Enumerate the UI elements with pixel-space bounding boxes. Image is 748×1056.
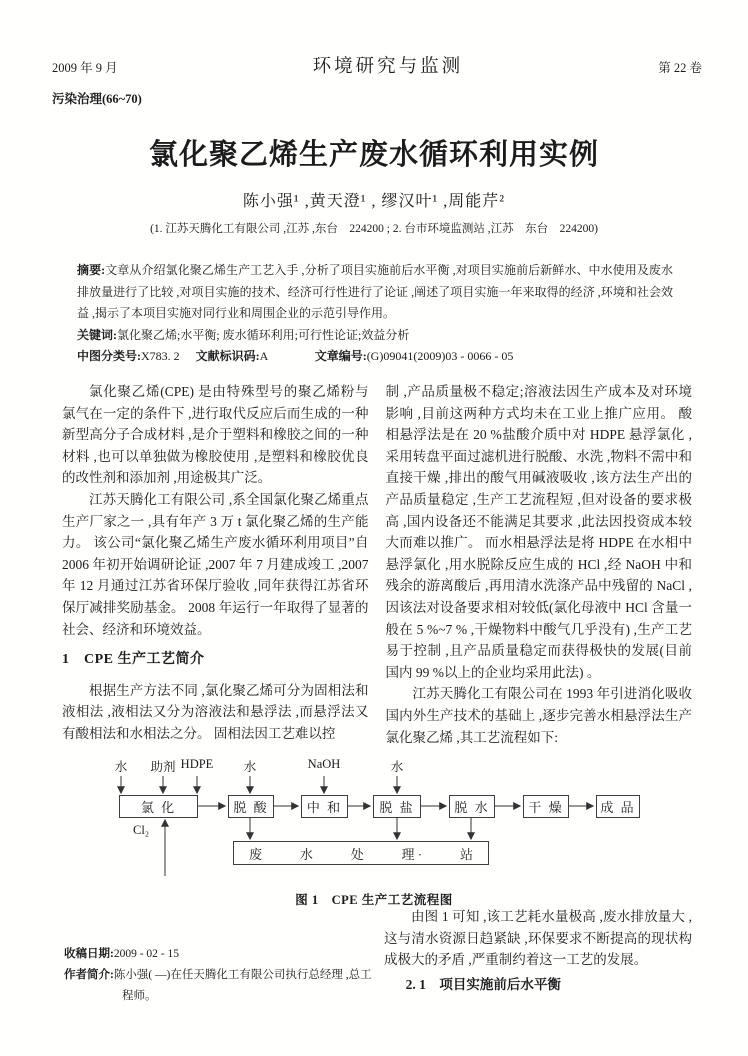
abstract-text: 文章从介绍氯化聚乙烯生产工艺入手 ,分析了项目实施前后水平衡 ,对项目实施前后新鲜水、中水使用及废水排放量进行了比较 ,对项目实施的技术、经济可行性进行了论证 ,阐述了项目实施一年来取得的经济 ,环境和社会效益 ,揭示了本项目实施对同行业和周围企业的示范引导作用。 bbox=[77, 263, 673, 320]
paragraph: 根据生产方法不同 ,氯化聚乙烯可分为固相法和液相法 ,液相法又分为溶液法和悬浮法 ,而悬浮法又有酸相法和水相法之分。 固相法因工艺难以控 bbox=[62, 682, 369, 741]
flow-node-desalination: 脱 盐 bbox=[373, 795, 421, 818]
author-bio-line bbox=[64, 965, 380, 1007]
article-title: 氯化聚乙烯生产废水循环利用实例 bbox=[148, 139, 599, 171]
flow-arrows bbox=[0, 752, 748, 892]
clc-number: X783. 2 bbox=[141, 349, 180, 363]
input-label-water-2: 水 bbox=[243, 760, 257, 774]
flow-node-wastewater-station bbox=[233, 841, 489, 865]
paragraph: 制 ,产品质量极不稳定;溶液法因生产成本及对环境影响 ,目前这两种方式均未在工业上推广应用。 酸相悬浮法是在 20 %盐酸介质中对 HDPE 悬浮氯化 ,采用转盘平面过滤机进行脱酸、水洗 ,物料不需中和直接干燥 ,排出的酸气用碱液吸收 ,该方法生产出的产品质量稳定 ,生产工艺流程短 ,但对设备的要求极高 ,国内设备还不能满足其要求 ,此法因投资成本较大而难以推广。 而水相悬浮法是将 HDPE 在水相中悬浮氯化 ,用水脱除反应生成的 HCl ,经 NaOH 中和残余的游离酸后 ,再用清水洗涤产品中残留的 NaCl ,因该法对设备要求相对较低(氯化母液中 HCl 含量一般在 5 %~7 % ,干燥物料中酸气几乎没有) ,生产工艺易于控制 ,且产品质量稳定而获得极快的发展(目前国内 99 %以上的企业均采用此法) 。 bbox=[385, 384, 692, 680]
flow-node-deacidification: 脱 酸 bbox=[228, 795, 274, 818]
flow-node-chlorination: 氯 化 bbox=[119, 795, 198, 818]
wastewater-char: 废 bbox=[249, 846, 263, 862]
received-date: 2009 - 02 - 15 bbox=[113, 948, 180, 960]
column-category: 污染治理(66~70) bbox=[52, 92, 142, 106]
section-heading-1: 1 CPE 生产工艺简介 bbox=[62, 652, 205, 668]
wastewater-char: 处 bbox=[350, 846, 364, 862]
keywords-line bbox=[77, 325, 673, 347]
wastewater-char: 理 · bbox=[401, 846, 423, 862]
abstract-label: 摘要: bbox=[77, 263, 106, 277]
affiliations-line: (1. 江苏天腾化工有限公司 ,江苏 ,东台 224200 ; 2. 台市环境监测站 ,江苏 东台 224200) bbox=[150, 223, 598, 235]
paragraph: 由图 1 可知 ,该工艺耗水量极高 ,废水排放量大 ,这与清水资源日趋紧缺 ,环保要求不断提高的现状构成极大的矛盾 ,严重制约着这一工艺的发展。 bbox=[384, 909, 692, 968]
doc-code-label: 文献标识码: bbox=[195, 349, 260, 363]
keywords-text: 氯化聚乙烯;水平衡; 废水循环利用;可行性论证;效益分析 bbox=[117, 327, 410, 342]
footnote-block bbox=[64, 944, 380, 1007]
received-label: 收稿日期: bbox=[64, 948, 114, 960]
abstract-block bbox=[77, 260, 673, 368]
journal-name: 环境研究与监测 bbox=[312, 57, 464, 77]
paragraph: 氯化聚乙烯(CPE) 是由特殊型号的聚乙烯粉与氯气在一定的条件下 ,进行取代反应后而生成的一种新型高分子合成材料 ,是介于塑料和橡胶之间的一种材料 ,也可以单独做为橡胶使用 ,是塑料和橡胶优良的改性剂和添加剂 ,用途极其广泛。 bbox=[62, 384, 369, 486]
figure-caption: 图 1 CPE 生产工艺流程图 bbox=[295, 893, 453, 907]
wastewater-char: 站 bbox=[459, 846, 473, 862]
right-column bbox=[386, 381, 693, 748]
flow-node-drying: 干 燥 bbox=[523, 795, 569, 818]
figure-1-flowchart bbox=[0, 752, 748, 892]
right-column-continued bbox=[384, 906, 692, 995]
issue-date: 2009 年 9 月 bbox=[52, 61, 118, 75]
authors-line: 陈小强¹ ,黄天澄¹ , 缪汉叶¹ ,周能芹² bbox=[242, 193, 506, 210]
received-date-line bbox=[64, 944, 380, 965]
bio-label: 作者简介: bbox=[64, 969, 114, 981]
input-label-hdpe: HDPE bbox=[180, 757, 214, 771]
bio-text: 陈小强( —)在任天腾化工有限公司执行总经理 ,总工程师。 bbox=[113, 969, 372, 1002]
volume-number: 第 22 卷 bbox=[658, 61, 702, 75]
input-label-auxiliary: 助剂 bbox=[150, 760, 176, 774]
paragraph: 江苏天腾化工有限公司在 1993 年引进消化吸收国内外生产技术的基础上 ,逐步完善水相悬浮法生产氯化聚乙烯 ,其工艺流程如下: bbox=[385, 686, 692, 745]
flow-node-neutralization: 中 和 bbox=[301, 795, 348, 818]
input-label-cl2: Cl₂ bbox=[133, 823, 150, 837]
wastewater-char: 水 bbox=[299, 846, 313, 862]
abstract-paragraph bbox=[77, 260, 673, 325]
doc-code: A bbox=[259, 349, 268, 363]
paragraph: 江苏天腾化工有限公司 ,系全国氯化聚乙烯重点生产厂家之一 ,具有年产 3 万 t 氯化聚乙烯的生产能力。 该公司“氯化聚乙烯生产废水循环利用项目”自 2006 年初开始调研论证 ,2007 年 7 月建成竣工 ,2007 年 12 月通过江苏省环保厅验收 ,同年获得江苏省环保厅减排奖励基金。 2008 年运行一年取得了显著的社会、经济和环境效益。 bbox=[62, 491, 369, 637]
body-columns bbox=[62, 381, 692, 748]
classification-line bbox=[77, 346, 673, 368]
article-id: (G)09041(2009)03 - 0066 - 05 bbox=[366, 349, 514, 363]
section-heading-2-1: 2. 1 项目实施前后水平衡 bbox=[405, 976, 561, 992]
flow-node-product: 成 品 bbox=[596, 795, 640, 818]
input-label-water-3: 水 bbox=[390, 760, 404, 774]
article-id-label: 文章编号: bbox=[314, 349, 367, 363]
keywords-label: 关键词: bbox=[77, 327, 117, 342]
input-label-water-1: 水 bbox=[114, 760, 128, 774]
journal-header bbox=[52, 52, 702, 78]
clc-label: 中图分类号: bbox=[77, 349, 141, 363]
left-column bbox=[62, 381, 369, 748]
flow-node-dewatering: 脱 水 bbox=[449, 795, 495, 818]
input-label-naoh: NaOH bbox=[307, 757, 341, 771]
